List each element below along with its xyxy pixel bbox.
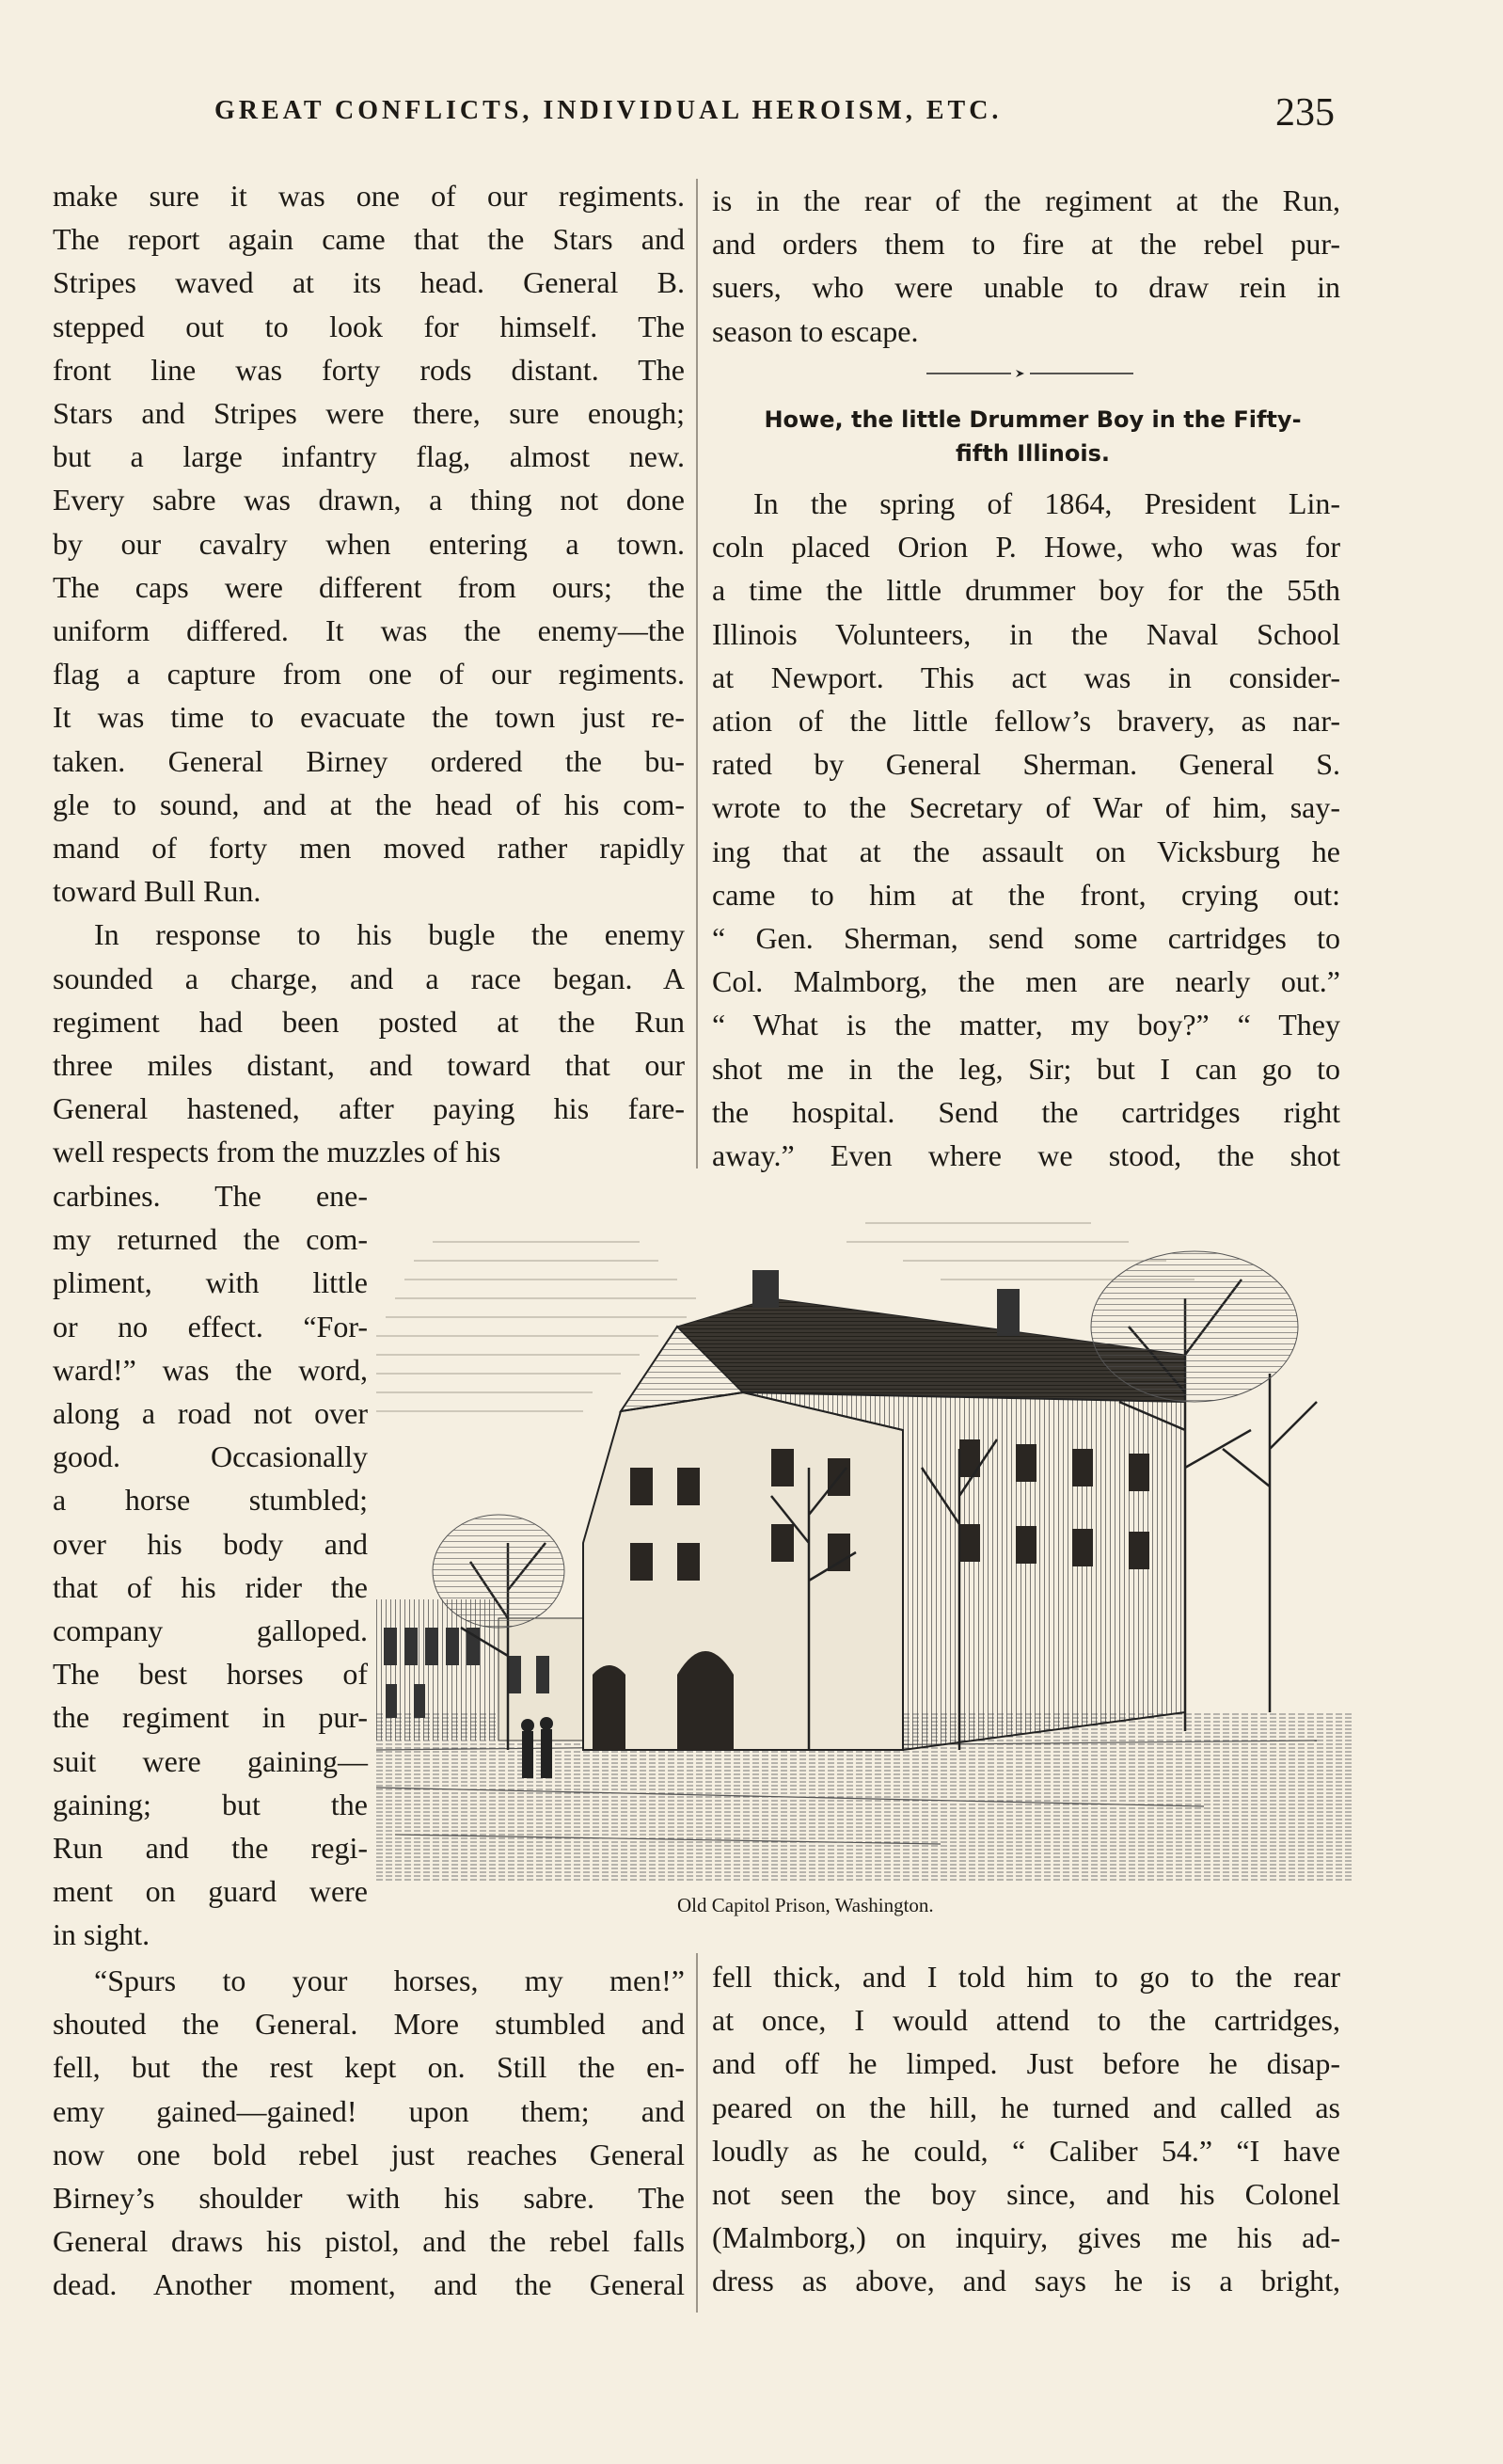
text-line: toward Bull Run. [53, 874, 261, 909]
text-line: flag a capture from one of our regiments. [53, 657, 685, 692]
text-line: ing that at the assault on Vicksburg he [712, 834, 1340, 868]
text-line: good. Occasionally [53, 1439, 368, 1474]
text-line: that of his rider the [53, 1569, 368, 1604]
text-line: at once, I would attend to the cartridges, [712, 2003, 1340, 2038]
left-column-top [53, 174, 685, 1174]
text-line: “ Gen. Sherman, send some cartridges to [712, 921, 1340, 956]
text-line: In response to his bugle the enemy [94, 917, 685, 952]
text-line: Every sabre was drawn, a thing not done [53, 483, 685, 517]
text-line: emy gained—gained! upon them; and [53, 2093, 685, 2128]
text-line: sounded a charge, and a race began. A [53, 961, 685, 995]
text-line: and off he limped. Just before he disap- [712, 2046, 1340, 2081]
text-line: company galloped. [53, 1614, 368, 1648]
text-line: make sure it was one of our regiments. [53, 179, 685, 213]
text-line: General hastened, after paying his fare- [53, 1091, 685, 1126]
section-heading-line1: Howe, the little Drummer Boy in the Fifty- [764, 406, 1302, 433]
text-line: pliment, with little [53, 1265, 368, 1300]
text-line: is in the rear of the regiment at the Run, [712, 183, 1340, 217]
column-rule-bottom [696, 1953, 698, 2313]
text-line: well respects from the muzzles of his [53, 1135, 501, 1169]
text-line: and orders them to fire at the rebel pur- [712, 227, 1340, 262]
text-line: gaining; but the [53, 1787, 368, 1821]
text-line: rated by General Sherman. General S. [712, 747, 1340, 782]
text-line: shot me in the leg, Sir; but I can go to [712, 1051, 1340, 1086]
text-line: shouted the General. More stumbled and [53, 2007, 685, 2042]
text-line: ment on guard were [53, 1874, 368, 1909]
right-column-bottom [712, 1955, 1340, 2303]
text-line: wrote to the Secretary of War of him, say- [712, 790, 1340, 825]
text-line: “ What is the matter, my boy?” “ They [712, 1008, 1340, 1042]
text-line: my returned the com- [53, 1222, 368, 1257]
text-line: gle to sound, and at the head of his com- [53, 787, 685, 821]
text-line: suers, who were unable to draw rein in [712, 270, 1340, 305]
section-heading-line2: fifth Illinois. [956, 440, 1110, 467]
page-number: 235 [1275, 91, 1335, 135]
section-ornament [926, 367, 1133, 380]
text-line: the hospital. Send the cartridges right [712, 1094, 1340, 1129]
section-heading [712, 403, 1353, 470]
text-line: Birney’s shoulder with his sabre. The [53, 2181, 685, 2216]
text-line: fell thick, and I told him to go to the rear [712, 1960, 1340, 1994]
text-line: regiment had been posted at the Run [53, 1004, 685, 1039]
running-header: GREAT CONFLICTS, INDIVIDUAL HEROISM, ETC. [214, 96, 1003, 125]
text-line: by our cavalry when entering a town. [53, 526, 685, 561]
text-line: dead. Another moment, and the General [53, 2267, 685, 2302]
text-line: three miles distant, and toward that our [53, 1048, 685, 1083]
text-line: mand of forty men moved rather rapidly [53, 831, 685, 866]
text-line: over his body and [53, 1526, 368, 1561]
text-line: stepped out to look for himself. The [53, 309, 685, 343]
text-line: (Malmborg,) on inquiry, gives me his ad- [712, 2220, 1340, 2255]
right-column-middle [712, 482, 1340, 1177]
left-column-narrow [53, 1174, 368, 1957]
text-line: not seen the boy since, and his Colonel [712, 2177, 1340, 2212]
right-column-top [712, 179, 1340, 353]
text-line: “Spurs to your horses, my men!” [94, 1963, 685, 1997]
text-line: season to escape. [712, 313, 919, 348]
text-line: dress as above, and says he is a bright, [712, 2264, 1340, 2298]
text-line: peared on the hill, he turned and called as [712, 2090, 1340, 2124]
text-line: ward!” was the word, [53, 1352, 368, 1387]
old-capitol-prison-engraving [376, 1185, 1354, 1882]
text-line: It was time to evacuate the town just re- [53, 700, 685, 735]
text-line: suit were gaining— [53, 1743, 368, 1778]
text-line: at Newport. This act was in consider- [712, 660, 1340, 694]
left-column-bottom [53, 1959, 685, 2307]
text-line: front line was forty rods distant. The [53, 352, 685, 387]
text-line: but a large infantry flag, almost new. [53, 439, 685, 474]
text-line: came to him at the front, crying out: [712, 877, 1340, 912]
text-line: away.” Even where we stood, the shot [712, 1138, 1340, 1173]
text-line: a time the little drummer boy for the 55th [712, 573, 1340, 608]
text-line: in sight. [53, 1917, 150, 1952]
text-line: Run and the regi- [53, 1831, 368, 1866]
text-line: now one bold rebel just reaches General [53, 2137, 685, 2171]
column-rule-top [696, 179, 698, 1168]
text-line: Stripes waved at its head. General B. [53, 265, 685, 300]
text-line: The caps were different from ours; the [53, 569, 685, 604]
text-line: or no effect. “For- [53, 1309, 368, 1343]
text-line: taken. General Birney ordered the bu- [53, 743, 685, 778]
text-line: the regiment in pur- [53, 1700, 368, 1735]
text-line: coln placed Orion P. Howe, who was for [712, 530, 1340, 564]
text-line: along a road not over [53, 1396, 368, 1431]
text-line: a horse stumbled; [53, 1483, 368, 1518]
text-line: The best horses of [53, 1657, 368, 1692]
text-line: Col. Malmborg, the men are nearly out.” [712, 964, 1340, 999]
text-line: carbines. The ene- [53, 1179, 368, 1213]
text-line: fell, but the rest kept on. Still the en- [53, 2050, 685, 2085]
text-line: In the spring of 1864, President Lin- [753, 486, 1340, 520]
text-line: Illinois Volunteers, in the Naval School [712, 616, 1340, 651]
text-line: uniform differed. It was the enemy—the [53, 613, 685, 648]
text-line: loudly as he could, “ Caliber 54.” “I have [712, 2133, 1340, 2168]
illustration-caption: Old Capitol Prison, Washington. [677, 1894, 934, 1916]
text-line: ation of the little fellow’s bravery, as nar- [712, 704, 1340, 739]
text-line: General draws his pistol, and the rebel falls [53, 2224, 685, 2259]
text-line: The report again came that the Stars and [53, 222, 685, 257]
text-line: Stars and Stripes were there, sure enough; [53, 396, 685, 431]
